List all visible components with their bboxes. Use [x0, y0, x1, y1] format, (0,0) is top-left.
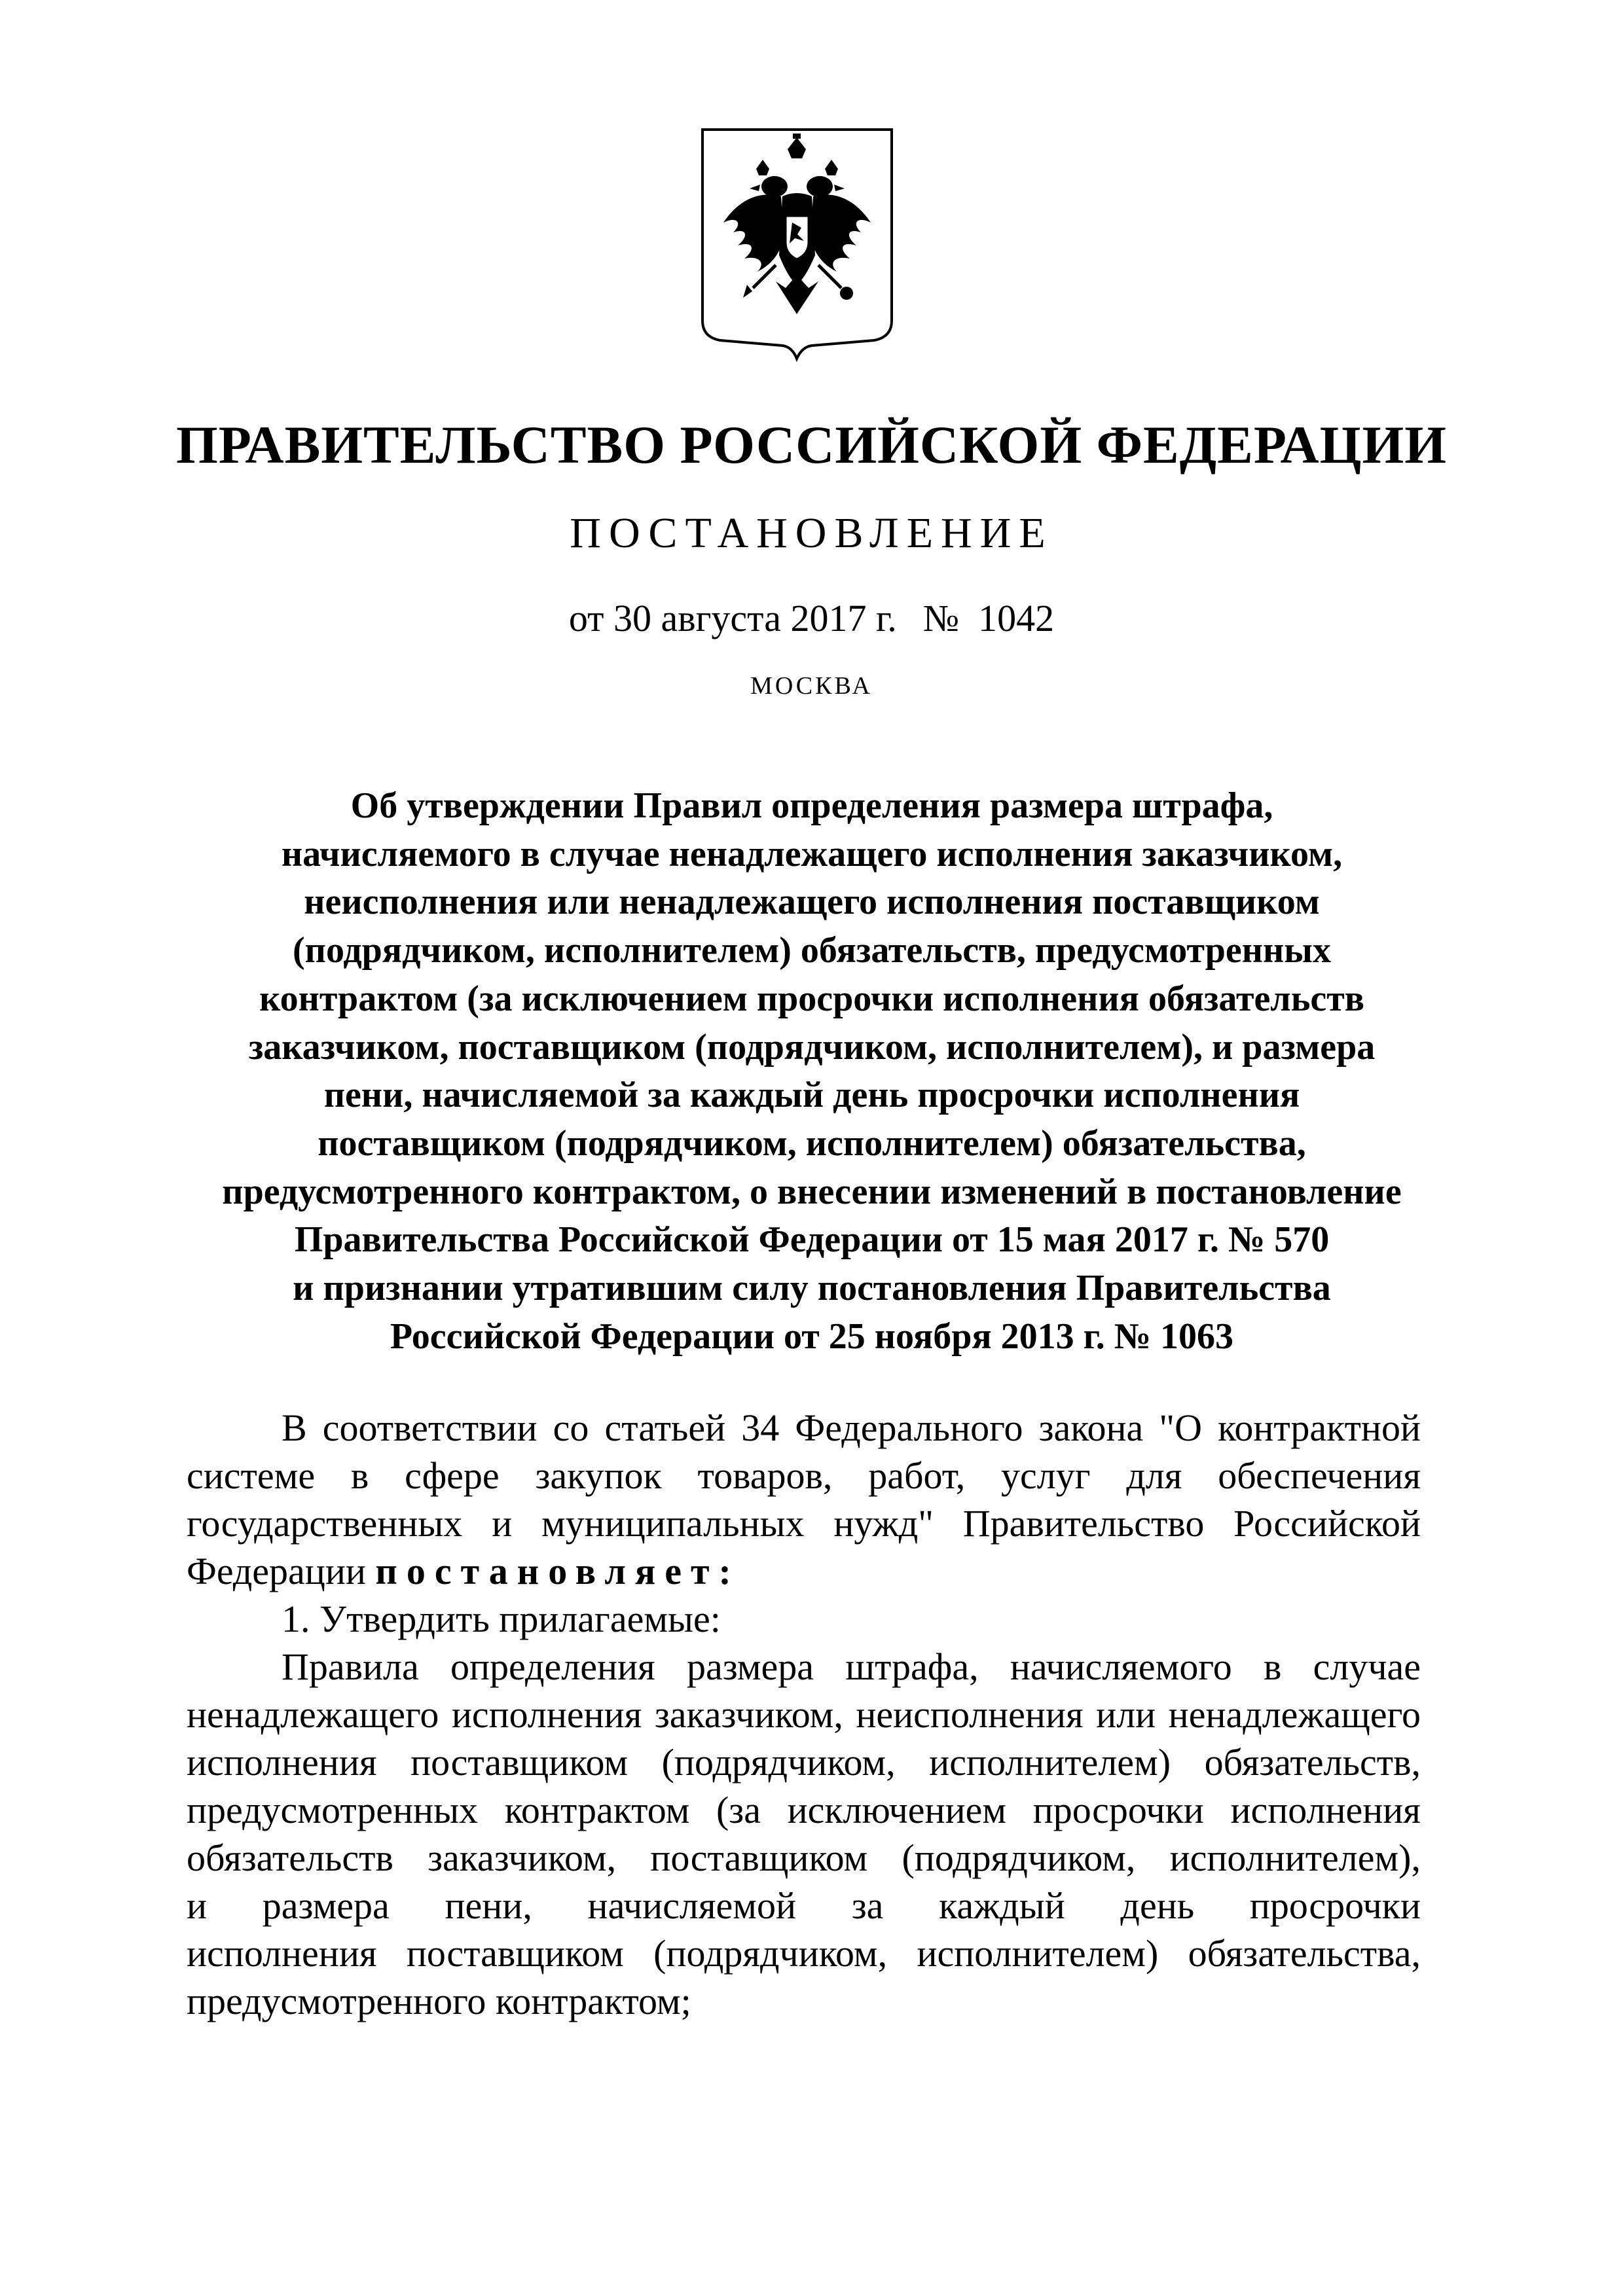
document-body	[187, 1404, 1421, 2025]
body-line: исполнения поставщиком (подрядчиком, исполнителем) обязательства,	[187, 1932, 1421, 1975]
body-line: обязательств заказчиком, поставщиком (подрядчиком, исполнителем),	[187, 1837, 1421, 1879]
document-number: 1042	[978, 597, 1055, 639]
body-line: государственных и муниципальных нужд" Правительство Российской	[187, 1502, 1421, 1545]
document-type: ПОСТАНОВЛЕНИЕ	[570, 509, 1053, 557]
rules-paragraph	[187, 1643, 1421, 2025]
resolves-word: постановляет:	[375, 1550, 740, 1592]
preamble-paragraph	[187, 1404, 1421, 1595]
body-line: исполнения поставщиком (подрядчиком, исполнителем) обязательств,	[187, 1741, 1421, 1784]
subject-line: Правительства Российской Федерации от 15 мая 2017 г. № 570	[294, 1219, 1330, 1261]
subject-line: контрактом (за исключением просрочки исполнения обязательств	[259, 978, 1364, 1019]
coat-of-arms-icon	[697, 124, 897, 363]
body-line	[187, 1547, 1421, 1595]
subject-line: заказчиком, поставщиком (подрядчиком, исполнителем), и размера	[248, 1026, 1376, 1067]
body-line: предусмотренных контрактом (за исключением просрочки исполнения	[187, 1789, 1421, 1831]
preamble-last-word: Федерации	[187, 1550, 366, 1592]
body-line: предусмотренного контрактом;	[187, 1980, 691, 2022]
document-city: МОСКВА	[750, 672, 873, 700]
body-line: В соответствии со статьей 34 Федерального закона "О контрактной	[282, 1407, 1421, 1449]
subject-line: и признании утратившим силу постановления Правительства	[293, 1268, 1331, 1309]
number-sign: №	[922, 597, 960, 639]
document-subject	[170, 782, 1453, 1361]
subject-line: Об утверждении Правил определения размера штрафа,	[350, 785, 1273, 826]
body-line: системе в сфере закупок товаров, работ, услуг для обеспечения	[187, 1454, 1421, 1497]
subject-line: пени, начисляемой за каждый день просрочки исполнения	[323, 1075, 1300, 1116]
subject-line: Российской Федерации от 25 ноября 2013 г. № 1063	[390, 1316, 1234, 1357]
body-line: Правила определения размера штрафа, начисляемого в случае	[282, 1645, 1421, 1688]
body-line: и размера пени, начисляемой за каждый день просрочки	[187, 1884, 1421, 1927]
subject-line: начисляемого в случае ненадлежащего исполнения заказчиком,	[281, 833, 1343, 874]
document-date-line	[0, 596, 1623, 641]
body-line: 1. Утвердить прилагаемые:	[282, 1598, 721, 1640]
government-title: ПРАВИТЕЛЬСТВО РОССИЙСКОЙ ФЕДЕРАЦИИ	[175, 415, 1448, 475]
subject-line: неисполнения или ненадлежащего исполнения поставщиком	[304, 882, 1320, 923]
document-date: от 30 августа 2017 г.	[568, 597, 897, 639]
body-line: ненадлежащего исполнения заказчиком, неисполнения или ненадлежащего	[187, 1693, 1421, 1736]
item-1-paragraph	[187, 1595, 1421, 1643]
subject-line: (подрядчиком, исполнителем) обязательств, предусмотренных	[293, 930, 1331, 971]
subject-line: поставщиком (подрядчиком, исполнителем) обязательства,	[318, 1122, 1306, 1164]
subject-line: предусмотренного контрактом, о внесении изменений в постановление	[222, 1171, 1402, 1212]
